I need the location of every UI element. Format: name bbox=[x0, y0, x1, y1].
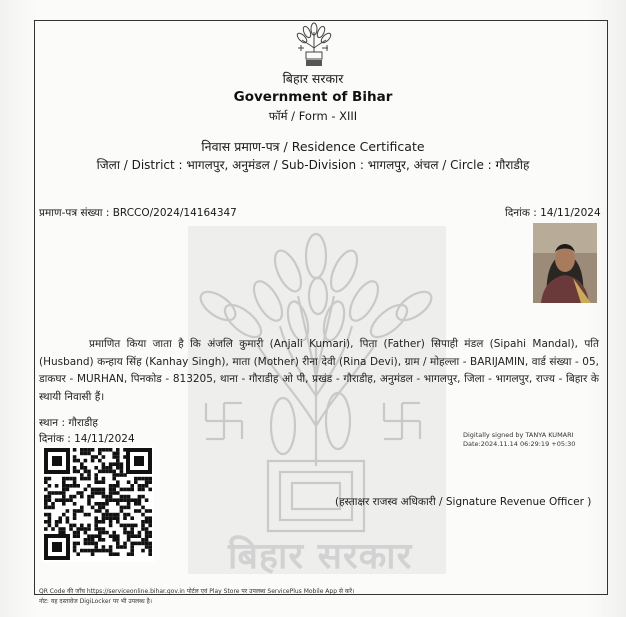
digilocker-note: नोट: यह दस्तावेज DigiLocker पर भी उपलब्ध है। bbox=[39, 598, 153, 605]
form-number: फॉर्म / Form - XIII bbox=[268, 109, 358, 123]
signatory-title: (हस्ताक्षर राजस्व अधिकारी / Signature Revenue Officer ) bbox=[335, 496, 592, 508]
bihar-emblem-icon bbox=[294, 22, 334, 68]
certificate-number: प्रमाण-पत्र संख्या : BRCCO/2024/14164347 bbox=[39, 207, 237, 219]
district-line: जिला / District : भागलपुर, अनुमंडल / Sub-Division : भागलपुर, अंचल / Circle : गौराडीह bbox=[96, 158, 530, 172]
hindi-government-title: बिहार सरकार bbox=[282, 71, 344, 86]
watermark-text: बिहार सरकार bbox=[228, 536, 413, 577]
qr-verification-note: QR Code की जाँच https://serviceonline.bihar.gov.in पोर्टल एवं Play Store पर उपलब्ध ServicePlus Mobile App से करें। bbox=[39, 588, 355, 595]
qr-code bbox=[42, 446, 154, 562]
digital-signature-date: Date:2024.11.14 06:29:19 +05:30 bbox=[463, 440, 576, 448]
place-label: स्थान : गौराडीह bbox=[39, 417, 98, 429]
applicant-photo bbox=[533, 223, 597, 303]
certificate-title: निवास प्रमाण-पत्र / Residence Certificate bbox=[201, 139, 425, 154]
certificate-body-text: प्रमाणित किया जाता है कि अंजलि कुमारी (Anjali Kumari), पिता (Father) सिपाही मंडल (Sipahi Mandal), पति (Husband) कन्हाय सिंह (Kanhay Singh), माता (Mother) रीना देवी (Rina Devi), ग्राम / मोहल्ला - BARIJAMIN, वार्ड संख्या - 05, डाकघर - MURHAN, पिनकोड - 813205, थाना - गौराडीह ओ पी, प्रखंड - गौराडीह, अनुमंडल - भागलपुर, जिला - भागलपुर, राज्य - बिहार के स्थायी निवासी हैं। bbox=[39, 338, 599, 403]
digital-signature-name: Digitally signed by TANYA KUMARI bbox=[463, 431, 574, 439]
issue-date: दिनांक : 14/11/2024 bbox=[505, 207, 601, 219]
english-government-title: Government of Bihar bbox=[233, 89, 393, 105]
signing-date: दिनांक : 14/11/2024 bbox=[39, 433, 135, 445]
